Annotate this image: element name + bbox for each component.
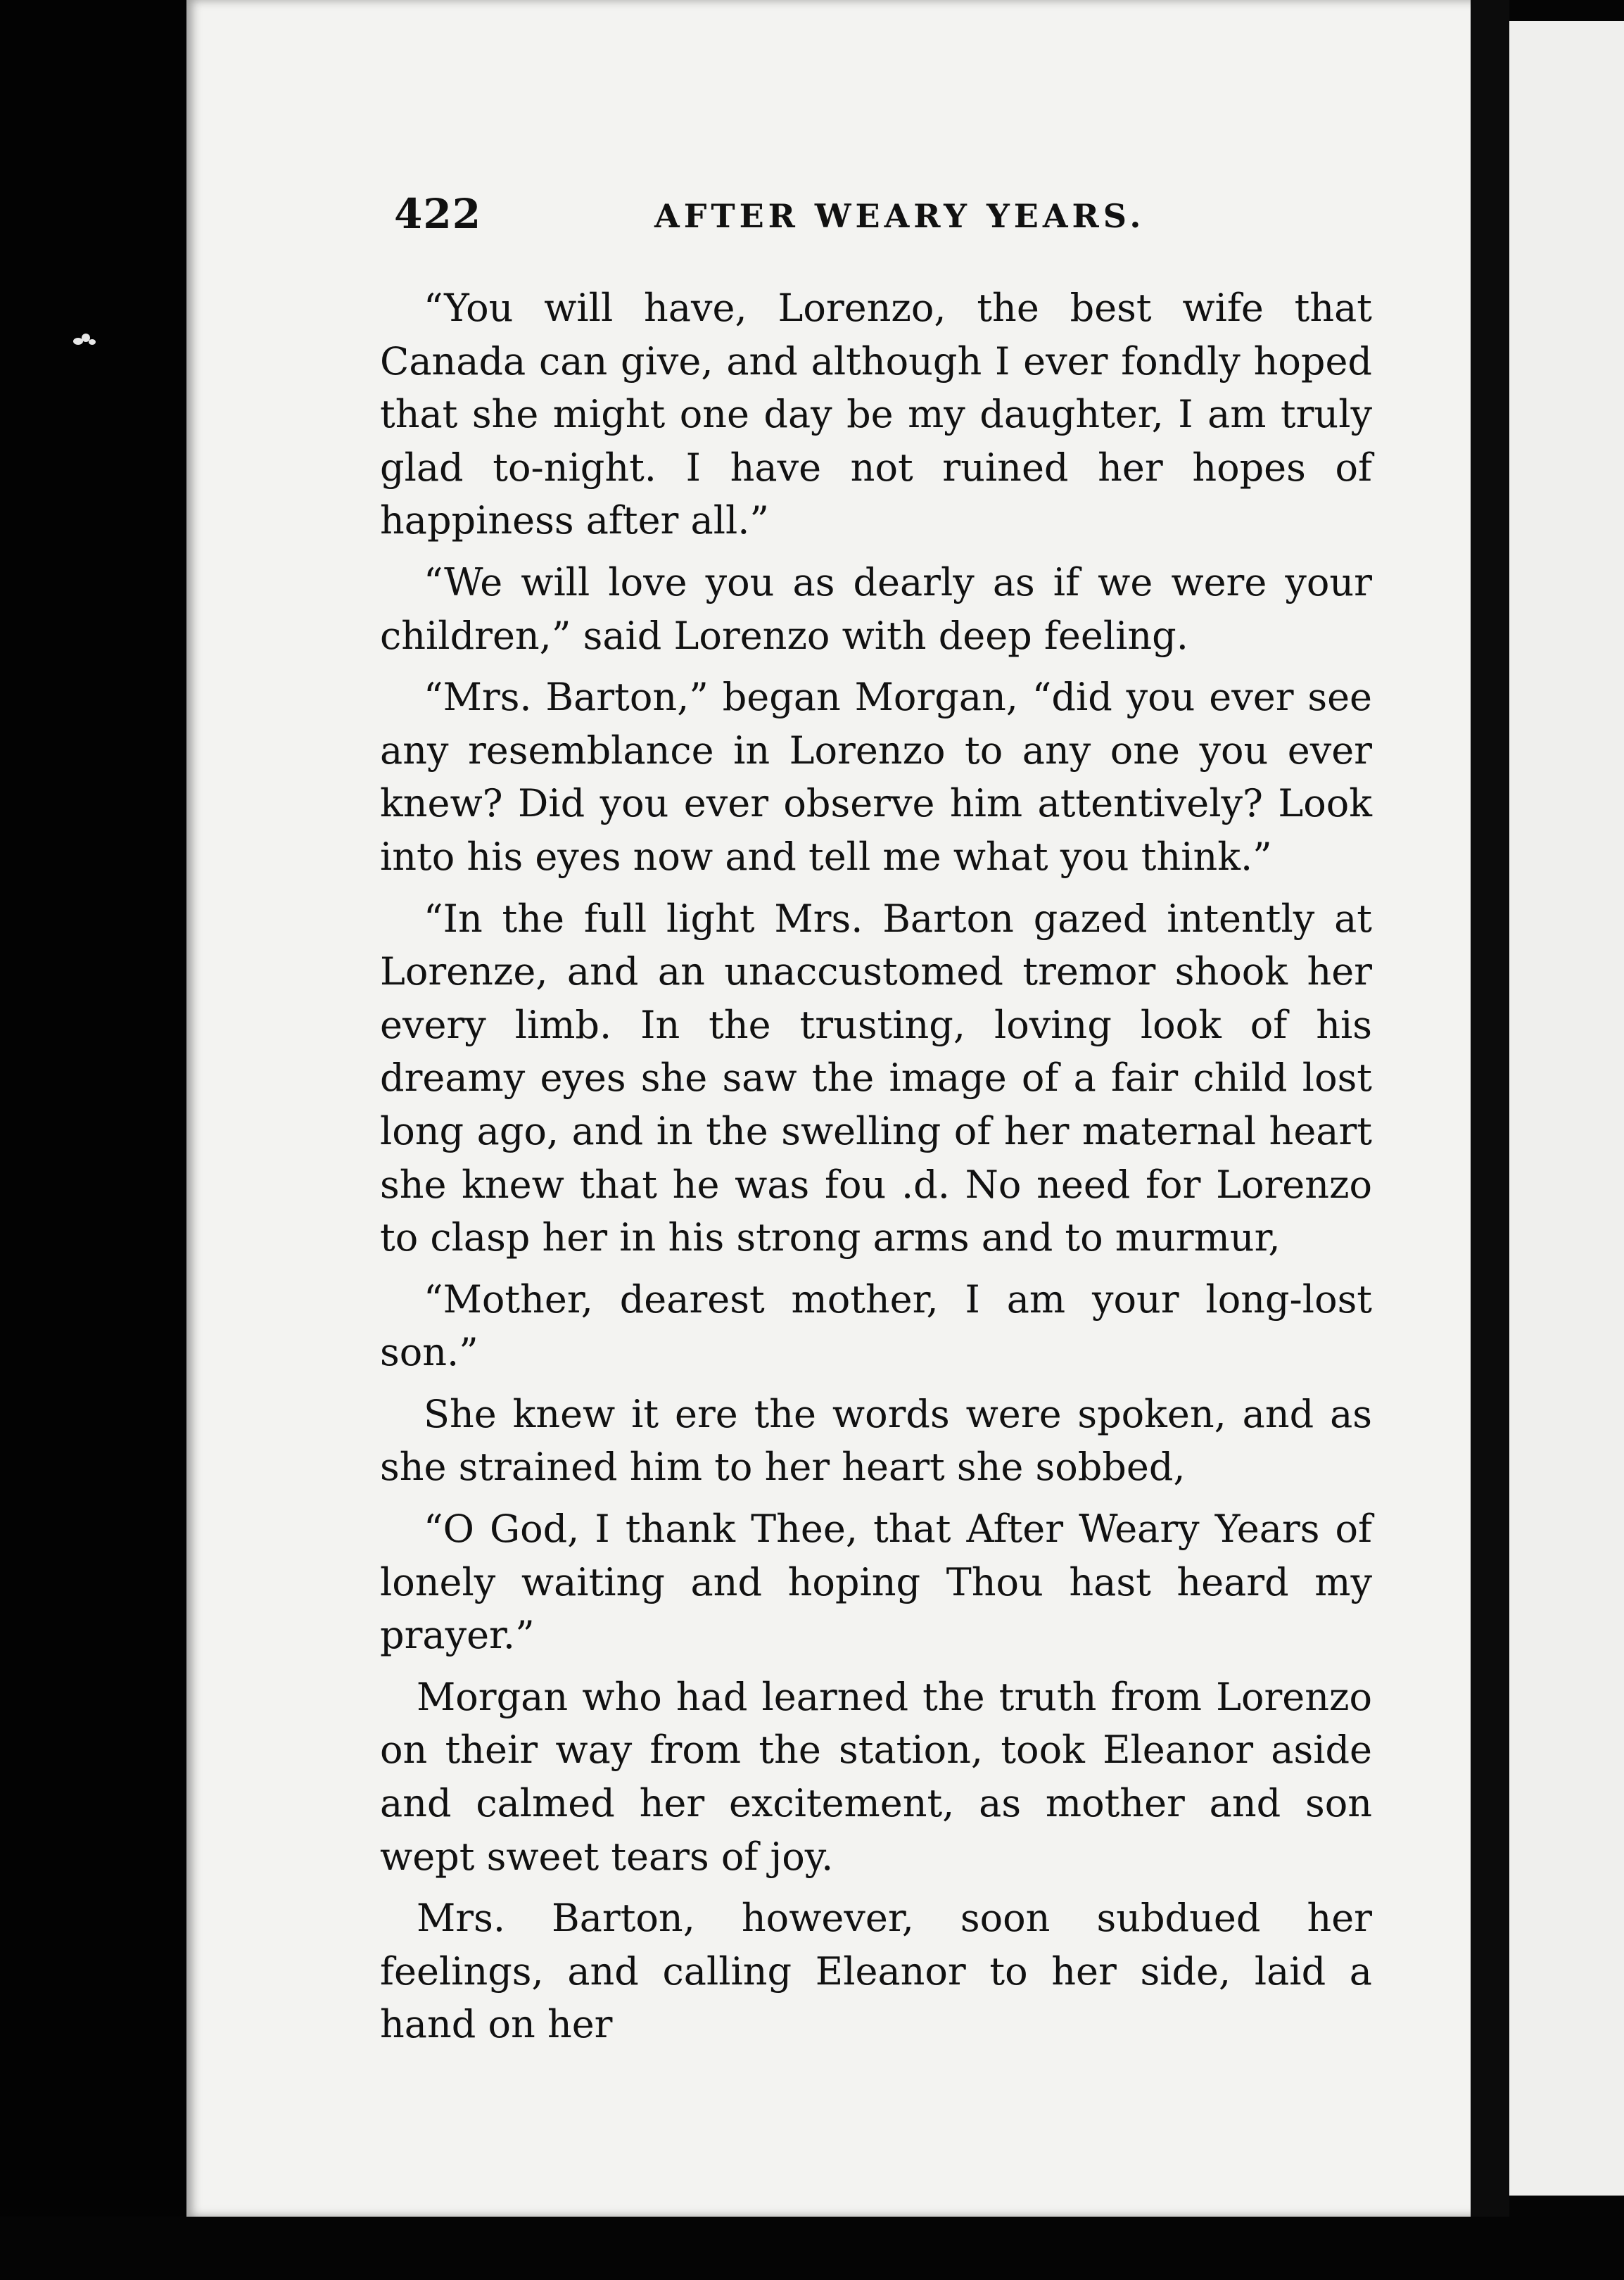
paragraph: “Mrs. Barton,” began Morgan, “did you ever see any resemblance in Lorenzo to any one you ever knew? Did you ever observe him attentively? Look into his eyes now and tell me what you think.” xyxy=(380,675,1372,879)
page-gutter-shadow xyxy=(1471,0,1509,2217)
paragraph: She knew it ere the words were spoken, and as she strained him to her heart she sobbed, xyxy=(380,1391,1372,1490)
body-text xyxy=(380,281,1372,2060)
paragraph: “You will have, Lorenzo, the best wife that Canada can give, and although I ever fondly hoped that she might one day be my daughter, I am truly glad to-night. I have not ruined her hopes of happiness after all.” xyxy=(380,286,1372,543)
adjacent-page-edge xyxy=(1509,21,1624,2196)
paragraph: “O God, I thank Thee, that After Weary Years of lonely waiting and hoping Thou hast heard my prayer.” xyxy=(380,1507,1372,1658)
page-number: 422 xyxy=(394,190,482,238)
paragraph: “Mother, dearest mother, I am your long-lost son.” xyxy=(380,1277,1372,1375)
page-header xyxy=(394,190,1393,246)
bottom-dark-margin xyxy=(0,2217,1624,2280)
scan-speck xyxy=(70,331,99,352)
paragraph: Morgan who had learned the truth from Lorenzo on their way from the station, took Eleanor aside and calmed her excitement, as mother and son wept sweet tears of joy. xyxy=(380,1674,1372,1879)
paragraph: Mrs. Barton, however, soon subdued her feelings, and calling Eleanor to her side, laid a hand on her xyxy=(380,1896,1372,2047)
running-head: AFTER WEARY YEARS. xyxy=(654,197,1146,235)
paragraph: “We will love you as dearly as if we were your children,” said Lorenzo with deep feeling. xyxy=(380,559,1372,658)
paragraph: “In the full light Mrs. Barton gazed intently at Lorenze, and an unaccustomed tremor shook her every limb. In the trusting, loving look of his dreamy eyes she saw the image of a fair child lost long ago, and in the swelling of her maternal heart she knew that he was fou .d. No need for Lorenzo to clasp her in his strong arms and to murmur, xyxy=(380,896,1372,1260)
